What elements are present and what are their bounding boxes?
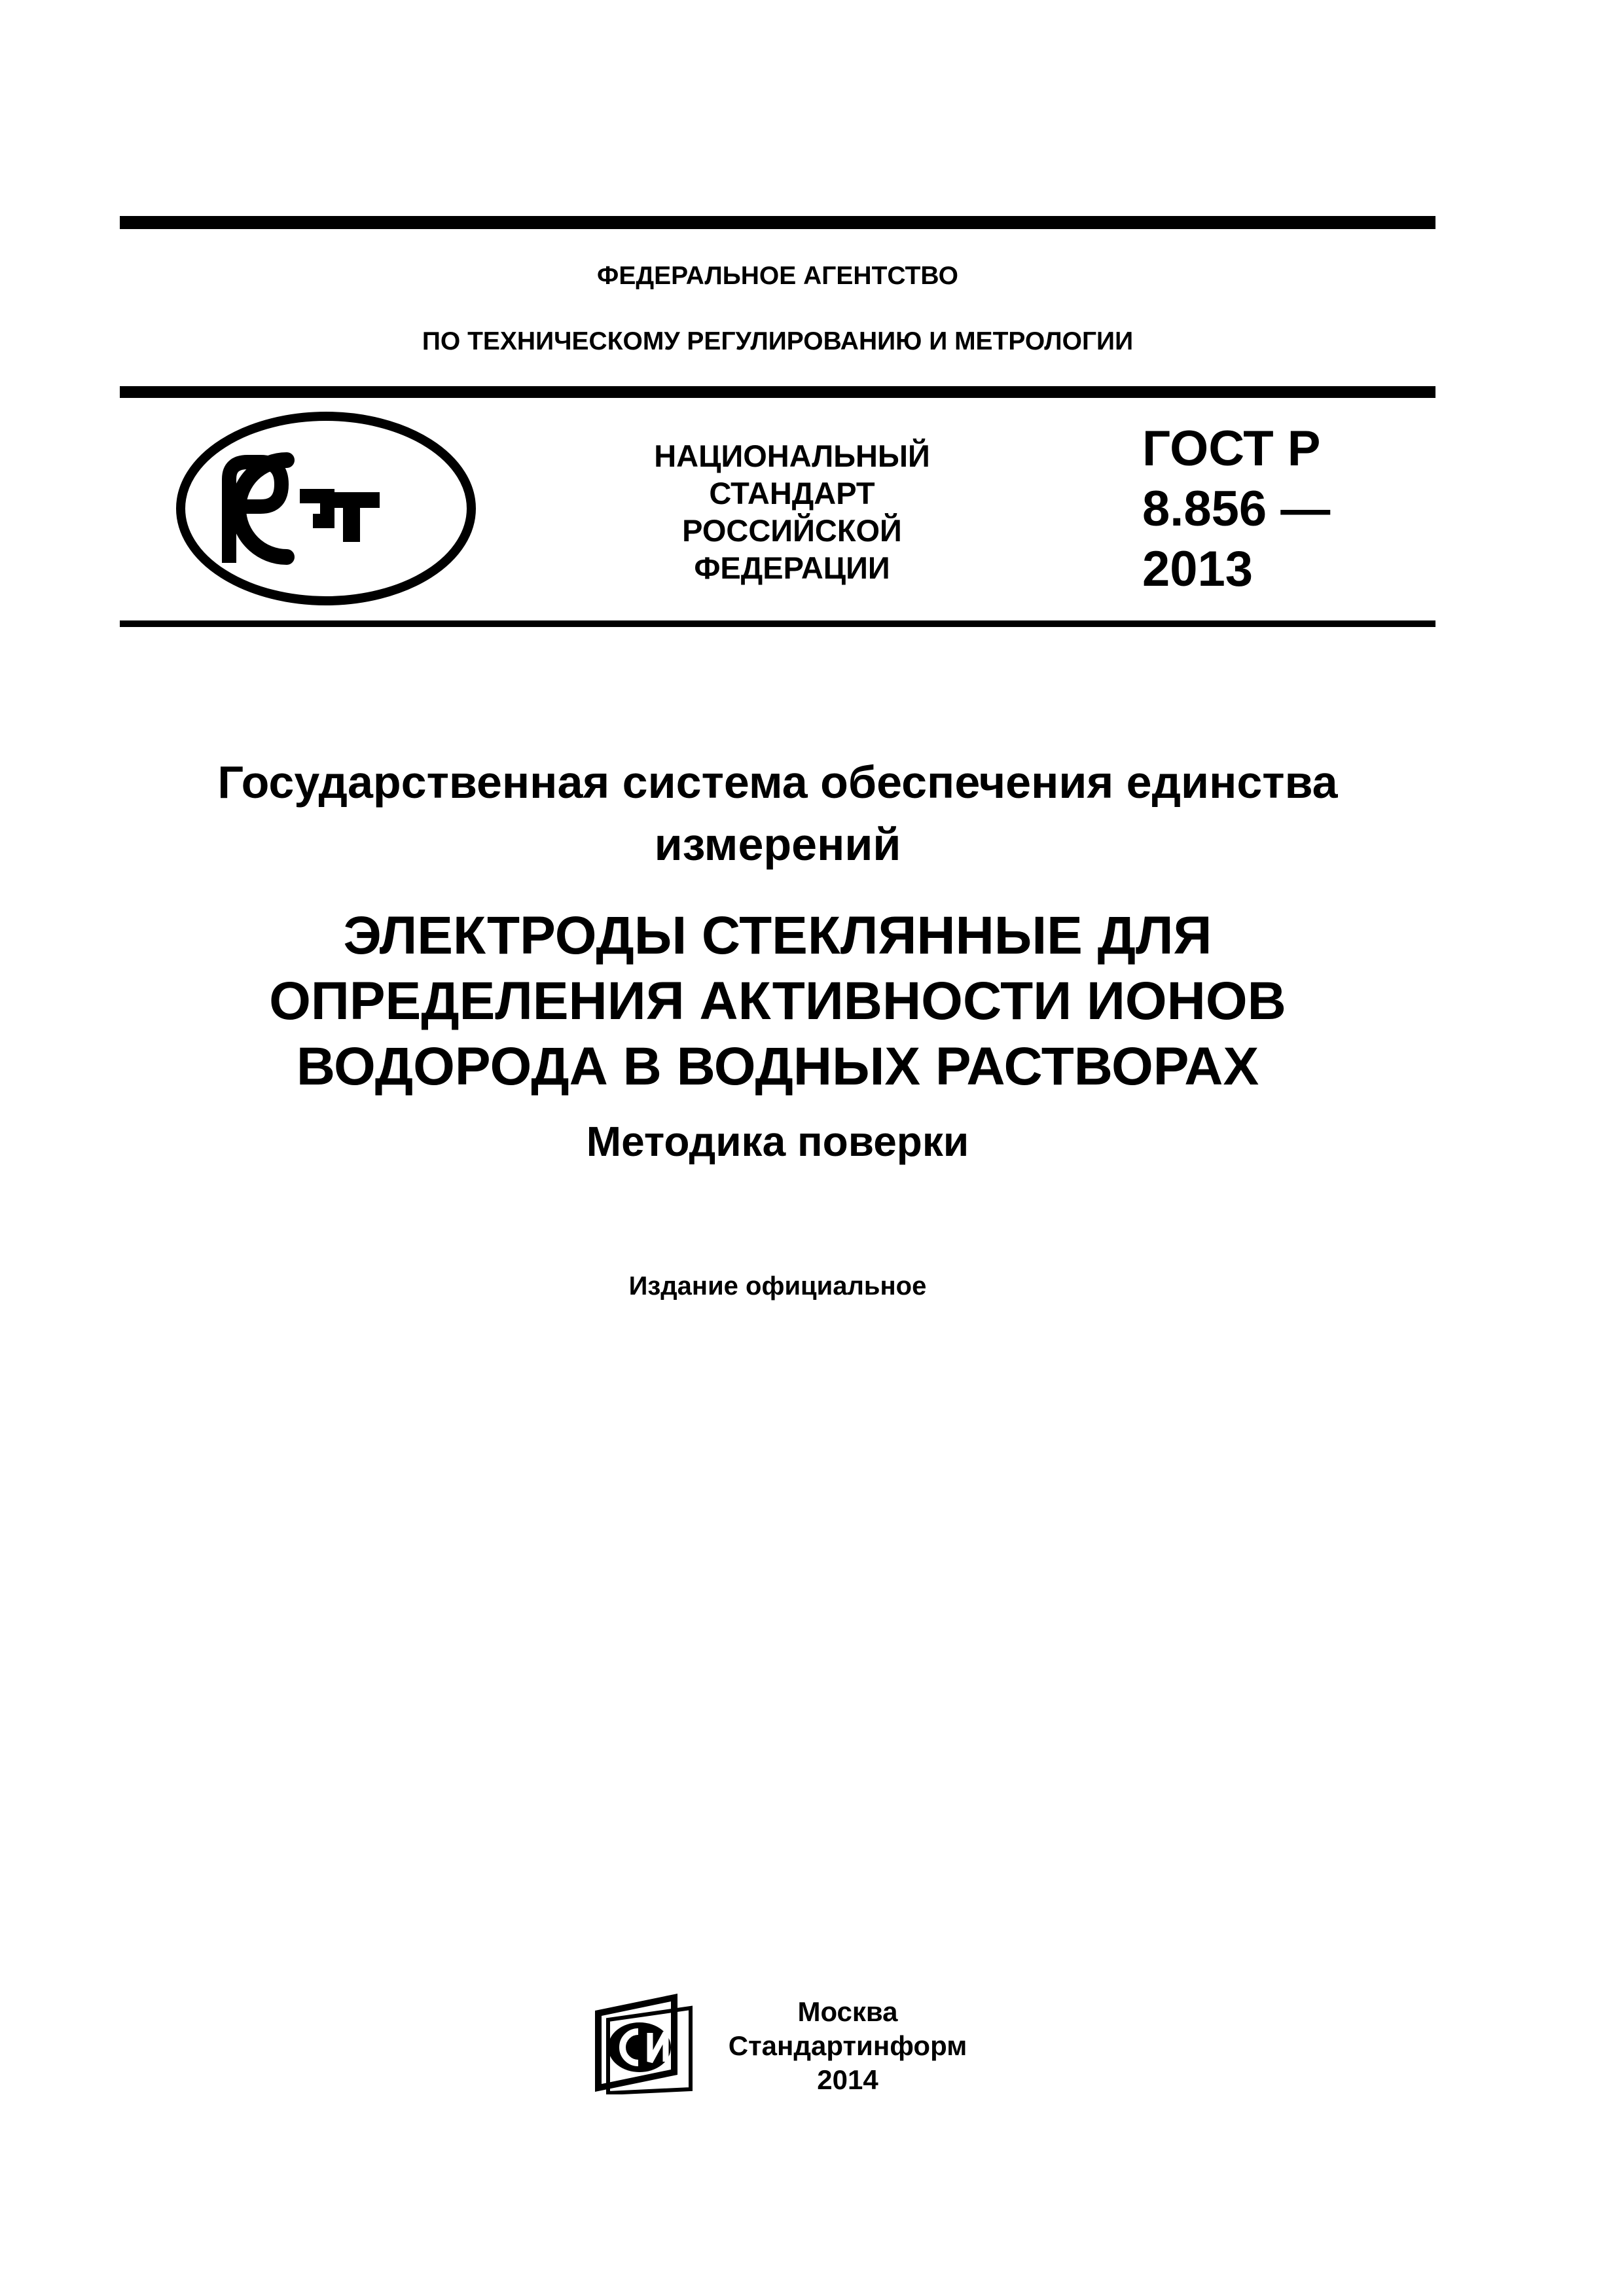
national-standard-label bbox=[563, 437, 1021, 586]
national-line: ФЕДЕРАЦИИ bbox=[694, 550, 890, 585]
bottom-rule bbox=[120, 620, 1435, 627]
middle-rule bbox=[120, 386, 1435, 398]
imprint-city: Москва bbox=[797, 1996, 898, 2027]
designation-line: ГОСТ Р bbox=[1142, 421, 1321, 476]
national-line: РОССИЙСКОЙ bbox=[682, 513, 902, 548]
series-title: Государственная система обеспечения единства измерений bbox=[217, 757, 1338, 870]
top-rule bbox=[120, 216, 1435, 229]
imprint-year: 2014 bbox=[817, 2064, 878, 2095]
national-line: НАЦИОНАЛЬНЫЙ bbox=[654, 439, 930, 473]
agency-line-1: ФЕДЕРАЛЬНОЕ АГЕНТСТВО bbox=[597, 262, 958, 290]
imprint-publisher: Стандартинформ bbox=[728, 2030, 967, 2061]
designation-line: 8.856 — bbox=[1142, 481, 1331, 537]
designation-line: 2013 bbox=[1142, 541, 1254, 597]
agency-line-2: ПО ТЕХНИЧЕСКОМУ РЕГУЛИРОВАНИЮ И МЕТРОЛОГИИ bbox=[422, 327, 1134, 355]
standartinform-logo-icon bbox=[592, 1991, 697, 2094]
title-line: ВОДОРОДА В ВОДНЫХ РАСТВОРАХ bbox=[296, 1037, 1259, 1096]
gost-r-certification-mark-icon bbox=[175, 411, 477, 606]
standard-designation bbox=[1142, 419, 1330, 600]
document-subtitle: Методика поверки bbox=[586, 1118, 969, 1165]
edition-label: Издание официальное bbox=[628, 1272, 927, 1300]
national-line: СТАНДАРТ bbox=[709, 476, 875, 511]
title-line: ЭЛЕКТРОДЫ СТЕКЛЯННЫЕ ДЛЯ bbox=[343, 906, 1212, 965]
title-line: ОПРЕДЕЛЕНИЯ АКТИВНОСТИ ИОНОВ bbox=[269, 971, 1286, 1031]
imprint bbox=[717, 1995, 979, 2097]
document-title bbox=[120, 903, 1435, 1100]
